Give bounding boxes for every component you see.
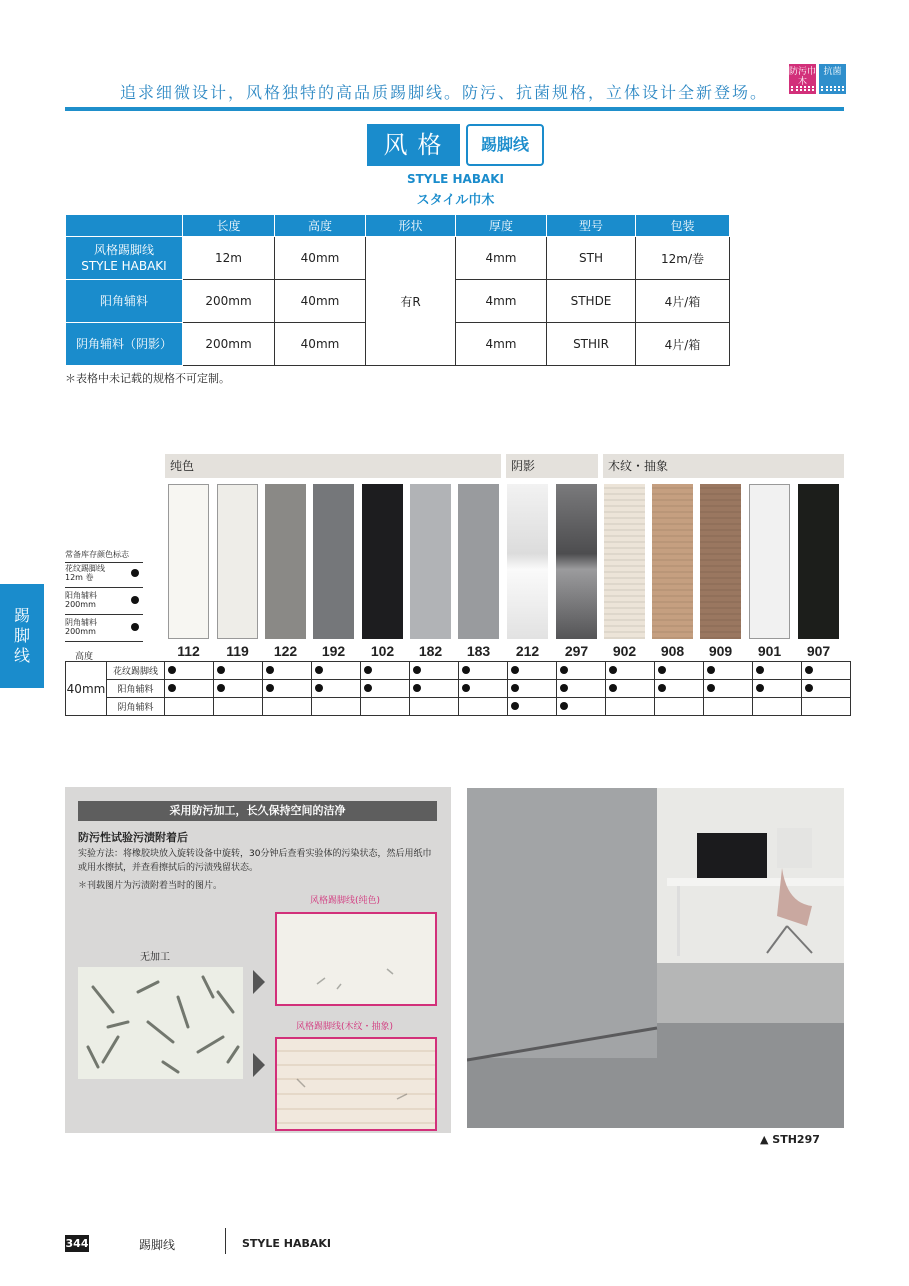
stock-dot-icon (609, 666, 617, 674)
color-swatch (362, 484, 403, 639)
color-swatch (798, 484, 839, 639)
stock-dot-icon (413, 684, 421, 692)
color-code: 297 (564, 643, 589, 659)
color-code: 102 (370, 643, 395, 659)
stock-dot-icon (560, 702, 568, 710)
color-swatch (265, 484, 306, 639)
availability-table (65, 661, 851, 716)
stock-dot-icon (658, 666, 666, 674)
wood-sample-label: 风格踢脚线(木纹・抽象) (296, 1022, 394, 1032)
office-photo (467, 788, 844, 1128)
category-solid: 纯色 (165, 454, 501, 478)
color-swatch (217, 484, 258, 639)
page-subtitle: 踢脚线 (466, 124, 544, 166)
stock-dot-icon (511, 666, 519, 674)
color-swatch (652, 484, 693, 639)
stock-dot-icon (168, 684, 176, 692)
stock-dot-icon (560, 666, 568, 674)
footer-section-english: STYLE HABAKI (242, 1237, 331, 1250)
stock-dot-icon (756, 666, 764, 674)
category-wood: 木纹・抽象 (603, 454, 844, 478)
stock-dot-icon (217, 666, 225, 674)
row-label: 阴角辅料（阴影） (66, 323, 183, 366)
stock-dot-icon (560, 684, 568, 692)
stock-dot-icon (462, 666, 470, 674)
color-code: 212 (515, 643, 540, 659)
title-japanese: スタイル巾木 (416, 193, 495, 208)
color-code: 902 (612, 643, 637, 659)
color-code: 122 (273, 643, 298, 659)
stock-dot-icon (756, 684, 764, 692)
untreated-label: 无加工 (140, 952, 170, 963)
stock-dot-icon (315, 666, 323, 674)
stock-dot-icon (707, 684, 715, 692)
stain-note: ＊刊载图片为污渍附着当时的图片。 (78, 881, 223, 891)
height-label: 高度 (75, 652, 94, 662)
stain-method: 实验方法：将橡胶块放入旋转设备中旋转，30分钟后查看实验体的污染状态，然后用纸巾或用水擦拭，并查看擦拭后的污渍残留状态。 (78, 849, 432, 873)
color-code: 182 (418, 643, 443, 659)
antibacterial-badge: 抗菌 (819, 64, 846, 94)
stock-dot-icon (266, 666, 274, 674)
category-shadow: 阴影 (506, 454, 598, 478)
color-code: 909 (708, 643, 733, 659)
stock-dot-icon (707, 666, 715, 674)
col-pack: 包装 (636, 215, 730, 237)
page-title: 风格 (367, 124, 460, 166)
spec-table (65, 214, 730, 366)
color-code: 112 (177, 643, 200, 659)
stock-dot-icon (217, 684, 225, 692)
stock-dot-icon (315, 684, 323, 692)
table-row: 风格踢脚线 STYLE HABAKI 12m 40mm 有R 4mm STH 12m/卷 (66, 237, 730, 280)
row-label: 阳角辅料 (66, 280, 183, 323)
stock-dot-icon (364, 666, 372, 674)
arrow-icon (253, 970, 265, 994)
col-thickness: 厚度 (456, 215, 547, 237)
col-model: 型号 (547, 215, 636, 237)
stock-dot-icon (658, 684, 666, 692)
spec-note: ＊表格中未记载的规格不可定制。 (65, 372, 230, 385)
color-swatch (556, 484, 597, 639)
stock-dot-icon (511, 684, 519, 692)
stock-dot-icon (131, 623, 139, 631)
photo-caption: ▲ STH297 (760, 1133, 820, 1146)
stock-dot-icon (805, 666, 813, 674)
row-label: 风格踢脚线 STYLE HABAKI (66, 237, 183, 280)
legend-row: 阴角辅料 200mm (65, 616, 143, 642)
legend-row: 阳角辅料 200mm (65, 589, 143, 615)
solid-sample-label: 风格踢脚线(纯色) (310, 896, 381, 906)
stock-dot-icon (413, 666, 421, 674)
color-code: 908 (660, 643, 685, 659)
page-number: 344 (65, 1237, 89, 1250)
color-code: 901 (757, 643, 782, 659)
col-shape: 形状 (366, 215, 456, 237)
color-code: 907 (806, 643, 831, 659)
title-english: STYLE HABAKI (406, 172, 505, 186)
stock-dot-icon (609, 684, 617, 692)
color-code: 183 (466, 643, 491, 659)
stock-dot-icon (462, 684, 470, 692)
col-length: 长度 (183, 215, 275, 237)
stock-dot-icon (131, 569, 139, 577)
tagline: 追求细微设计，风格独特的高品质踢脚线。防污、抗菌规格，立体设计全新登场。 (120, 83, 769, 102)
color-swatch (458, 484, 499, 639)
untreated-sample-image (78, 967, 243, 1079)
stain-title: 防污性试验污渍附着后 (78, 831, 188, 844)
solid-sample-image (275, 912, 437, 1006)
table-row: 阳角辅料 (66, 680, 851, 698)
stock-dot-icon (805, 684, 813, 692)
table-row: 阴角辅料 (66, 698, 851, 716)
col-height: 高度 (275, 215, 366, 237)
stock-dot-icon (266, 684, 274, 692)
color-swatch (313, 484, 354, 639)
shape-cell: 有R (366, 237, 456, 366)
header-rule (65, 107, 844, 111)
color-swatch (168, 484, 209, 639)
side-tab: 踢 脚 线 (0, 584, 44, 688)
height-value: 40mm (66, 662, 107, 716)
color-swatch (604, 484, 645, 639)
antifouling-badge: 防污巾木 (789, 64, 816, 94)
color-swatch (410, 484, 451, 639)
color-code: 192 (321, 643, 346, 659)
color-code: 119 (226, 643, 249, 659)
footer-section: 踢脚线 (139, 1238, 176, 1252)
legend-row: 花纹踢脚线 12m 卷 (65, 562, 143, 588)
stock-dot-icon (131, 596, 139, 604)
stock-dot-icon (511, 702, 519, 710)
table-row: 阴角辅料（阴影） 200mm 40mm 4mm STHIR 4片/箱 (66, 323, 730, 366)
color-swatch (749, 484, 790, 639)
footer-divider (225, 1228, 226, 1254)
color-swatch (700, 484, 741, 639)
table-row: 阳角辅料 200mm 40mm 4mm STHDE 4片/箱 (66, 280, 730, 323)
color-swatch (507, 484, 548, 639)
table-row: 40mm 花纹踢脚线 (66, 662, 851, 680)
arrow-icon (253, 1053, 265, 1077)
legend-title: 常备库存颜色标志 (65, 549, 143, 563)
stain-heading: 采用防污加工，长久保持空间的洁净 (78, 801, 437, 821)
stock-dot-icon (168, 666, 176, 674)
wood-sample-image (275, 1037, 437, 1131)
stock-dot-icon (364, 684, 372, 692)
